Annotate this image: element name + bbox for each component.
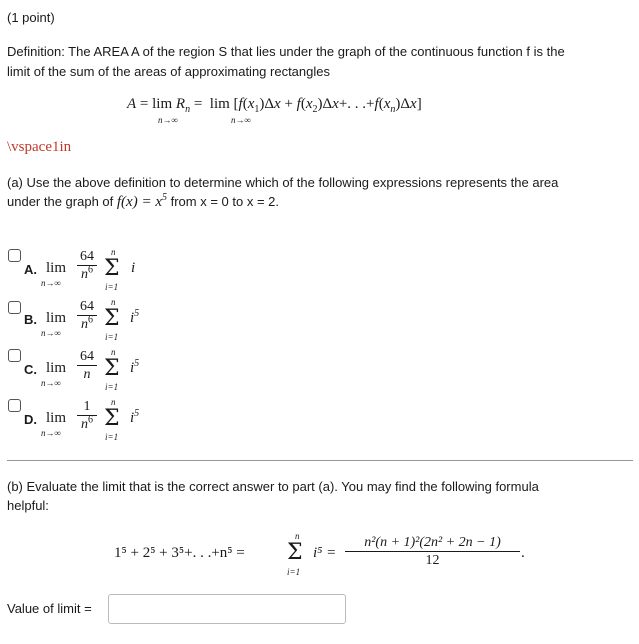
function-fx: $f(x) = x^5$ <box>116 192 167 210</box>
sum-sigma-bottom: i=1 <box>287 567 301 577</box>
points-label: (1 point) <box>7 10 55 25</box>
value-of-limit-label: Value of limit = <box>7 601 92 616</box>
option-d-lim: lim <box>46 410 67 426</box>
option-a-fraction: 64 $n^6$ <box>77 249 97 282</box>
sum-formula-lhs: 1⁵ + 2⁵ + 3⁵+. . .+n⁵ = <box>114 545 245 561</box>
sum-sigma-icon: Σ <box>287 540 303 565</box>
option-d-lim-under: n→∞ <box>41 428 61 438</box>
option-a-sigma-bottom: i=1 <box>105 282 119 292</box>
option-b-sigma-bottom: i=1 <box>105 332 119 342</box>
option-c-checkbox[interactable] <box>8 349 21 362</box>
option-b-fraction: 64 $n^6$ <box>77 299 97 332</box>
option-a-sigma-icon: Σ <box>104 256 120 281</box>
option-c-lim-under: n→∞ <box>41 378 61 388</box>
option-d-sigma-bottom: i=1 <box>105 432 119 442</box>
option-c-sigma-bottom: i=1 <box>105 382 119 392</box>
sum-term: i⁵ = <box>313 545 337 561</box>
option-c-sigma-icon: Σ <box>104 356 120 381</box>
part-b-line-2: helpful: <box>7 498 49 513</box>
option-c-sigma-top: n <box>111 347 116 357</box>
area-formula: $A = \lim R_n = \lim [f(x_1)\Delta x + f(x_2)\Delta x+$. . $.+f(x_n)\Delta x$] <box>127 96 422 115</box>
option-b-checkbox[interactable] <box>8 301 21 314</box>
option-a-lim: lim <box>46 260 67 276</box>
option-d-sigma-icon: Σ <box>104 406 120 431</box>
definition-line-2: limit of the sum of the areas of approximating rectangles <box>7 64 330 79</box>
option-d-fraction: 1 $n^6$ <box>77 399 97 432</box>
option-a-sigma-top: n <box>111 247 116 257</box>
option-c-term: $i^5$ <box>130 358 140 376</box>
option-a-lim-under: n→∞ <box>41 278 61 288</box>
option-b-term: $i^5$ <box>130 308 140 326</box>
option-c-lim: lim <box>46 360 67 376</box>
option-d-letter: D. <box>24 412 37 427</box>
lim-subscript-1: n→∞ <box>158 115 178 125</box>
option-d-checkbox[interactable] <box>8 399 21 412</box>
latex-error-text: \vspace1in <box>7 139 72 155</box>
sum-sigma-top: n <box>295 531 300 541</box>
sum-rhs-fraction: n²(n + 1)²(2n² + 2n − 1) 12 <box>345 535 520 568</box>
part-a-line-2: under the graph of $f(x) = x^5$ from x = 0 to x = 2. <box>7 192 279 210</box>
option-b-sigma-icon: Σ <box>104 306 120 331</box>
part-b-line-1: (b) Evaluate the limit that is the correct answer to part (a). You may find the following formula <box>7 479 539 494</box>
option-b-letter: B. <box>24 312 37 327</box>
option-a-term: i <box>131 260 136 276</box>
option-d-sigma-top: n <box>111 397 116 407</box>
value-of-limit-input[interactable] <box>108 594 346 624</box>
option-a-checkbox[interactable] <box>8 249 21 262</box>
option-b-sigma-top: n <box>111 297 116 307</box>
part-a-line-1: (a) Use the above definition to determine which of the following expressions represents the area <box>7 175 559 190</box>
option-b-lim-under: n→∞ <box>41 328 61 338</box>
lim-subscript-2: n→∞ <box>231 115 251 125</box>
option-d-term: $i^5$ <box>130 408 140 426</box>
option-a-letter: A. <box>24 262 37 277</box>
option-c-letter: C. <box>24 362 37 377</box>
option-c-fraction: 64 n <box>77 349 97 382</box>
sum-period: . <box>521 545 525 561</box>
definition-line-1: Definition: The AREA A of the region S that lies under the graph of the continuous function f is the <box>7 44 565 59</box>
option-b-lim: lim <box>46 310 67 326</box>
section-divider <box>7 460 633 461</box>
